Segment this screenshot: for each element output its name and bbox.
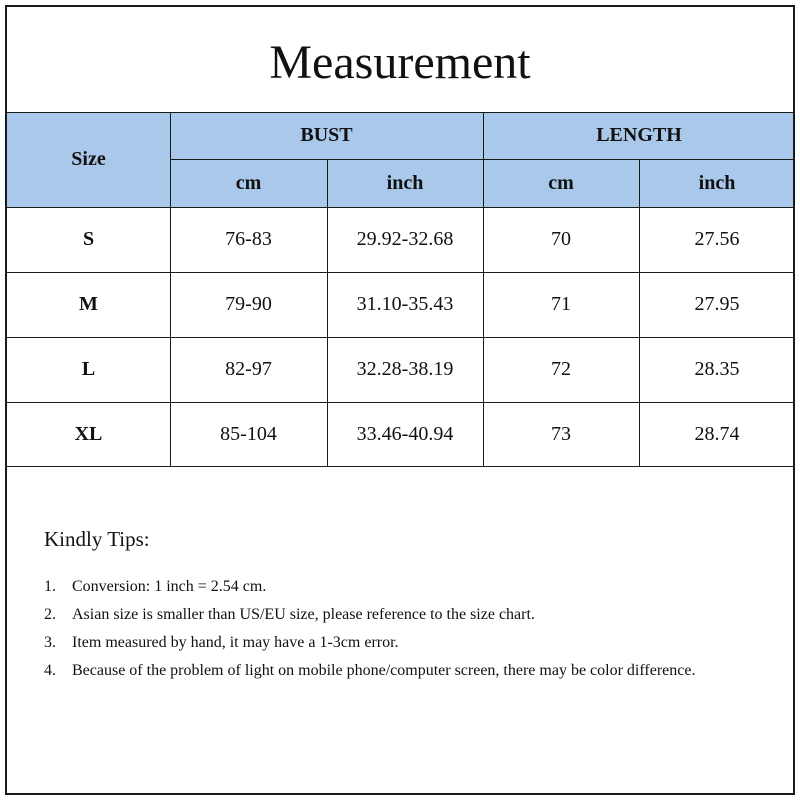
tip-text: Because of the problem of light on mobile phone/computer screen, there may be color difference. (72, 662, 696, 679)
header-bust-inch: inch (386, 171, 424, 194)
tip-text: Asian size is smaller than US/EU size, please reference to the size chart. (72, 606, 535, 623)
tip-text: Item measured by hand, it may have a 1-3cm error. (72, 634, 399, 651)
row-size-cell: S (82, 228, 95, 250)
length-cm-cell: 72 (551, 358, 571, 380)
header-length-cm: cm (548, 171, 574, 194)
tip-item (44, 573, 744, 601)
bust-cm-cell: 79-90 (225, 293, 272, 315)
tip-item (44, 629, 744, 657)
length-inch-cell: 27.95 (694, 293, 740, 315)
bust-inch-cell: 33.46-40.94 (356, 422, 454, 445)
bust-cm-cell: 76-83 (225, 228, 272, 250)
length-cm-cell: 71 (551, 293, 571, 315)
tip-text: Conversion: 1 inch = 2.54 cm. (72, 578, 267, 595)
row-size-cell: L (81, 358, 96, 380)
tip-number: 1. (44, 578, 56, 595)
page-title: Measurement (269, 36, 531, 89)
header-length-inch: inch (698, 171, 736, 194)
header-bust-cm: cm (235, 171, 262, 194)
length-cm-cell: 73 (551, 422, 571, 445)
row-size-cell: XL (74, 422, 103, 445)
tips-title: Kindly Tips: (44, 527, 150, 551)
row-size-cell: M (79, 293, 98, 315)
tip-item (44, 601, 744, 629)
length-inch-cell: 28.74 (694, 422, 740, 445)
bust-cm-cell: 82-97 (225, 358, 272, 380)
length-inch-cell: 27.56 (694, 228, 740, 250)
header-length: LENGTH (596, 124, 682, 146)
bust-inch-cell: 29.92-32.68 (356, 228, 454, 250)
bust-inch-cell: 32.28-38.19 (356, 358, 454, 380)
length-cm-cell: 70 (551, 228, 571, 250)
measurement-card (5, 5, 795, 795)
header-bust: BUST (300, 124, 353, 146)
tips-list (44, 573, 744, 685)
table-bottom-border (7, 466, 793, 467)
bust-cm-cell: 85-104 (220, 422, 277, 445)
bust-inch-cell: 31.10-35.43 (356, 293, 454, 315)
length-inch-cell: 28.35 (694, 358, 740, 380)
header-size: Size (71, 148, 106, 170)
tip-number: 4. (44, 662, 56, 679)
tip-number: 3. (44, 634, 56, 651)
tip-number: 2. (44, 606, 56, 623)
tip-item (44, 657, 712, 685)
